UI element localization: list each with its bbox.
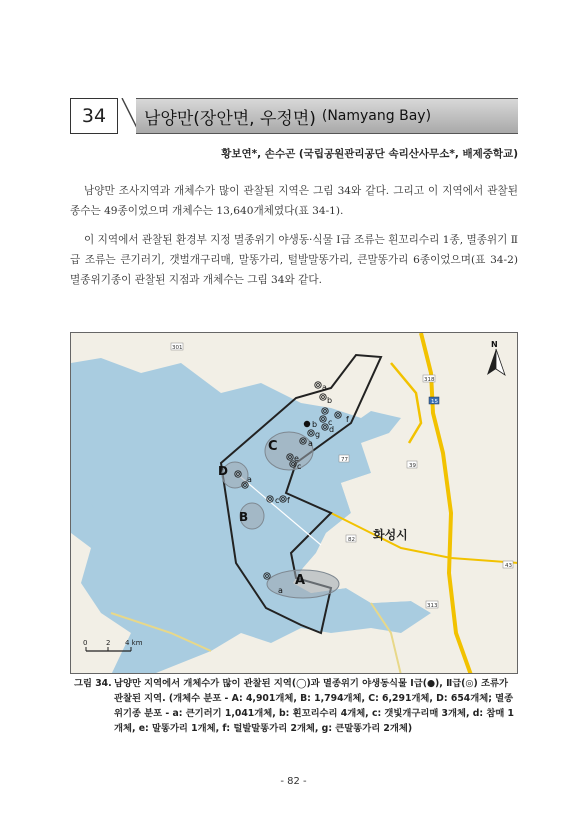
point-label-b2: b	[312, 420, 318, 429]
svg-text:82: 82	[348, 537, 355, 543]
point-label-a4: a	[278, 586, 283, 595]
paragraph-1: 남양만 조사지역과 개체수가 많이 관찰된 지역은 그림 34와 같다. 그리고 이 지역에서 관찰된 종수는 49종이었으며 개체수는 13,640개체였다(표 34-1).	[70, 185, 518, 217]
svg-text:318: 318	[424, 377, 435, 383]
point-label-c2: c	[297, 462, 302, 471]
point-label-a: a	[322, 383, 327, 392]
svg-text:43: 43	[505, 563, 512, 569]
point-label-b: b	[327, 396, 333, 405]
region-label-b: B	[239, 510, 249, 524]
place-label-hwaseong: 화성시	[373, 528, 408, 542]
point-label-a3: a	[247, 475, 252, 484]
scale-label-0: 0	[83, 639, 88, 647]
survey-map	[71, 333, 518, 674]
scale-label-2: 2	[106, 639, 111, 647]
svg-text:77: 77	[341, 457, 348, 463]
section-number: 34	[70, 98, 118, 134]
endangered-i-marker	[304, 421, 310, 427]
point-label-f: f	[346, 415, 349, 424]
point-label-d: d	[329, 425, 335, 434]
point-label-g: g	[315, 430, 321, 439]
svg-text:15: 15	[431, 399, 438, 405]
point-label-c: c	[328, 418, 333, 427]
point-label-a2: a	[308, 439, 313, 448]
point-label-f2: f	[287, 496, 290, 505]
north-label: N	[491, 340, 498, 349]
region-label-a: A	[295, 573, 306, 588]
survey-map-figure	[70, 332, 518, 674]
paragraph-2: 이 지역에서 관찰된 환경부 지정 멸종위기 야생동·식물 Ⅰ급 조류는 흰꼬리수리 1종, 멸종위기 Ⅱ급 조류는 큰기러기, 갯벌개구리매, 말똥가리, 털발말똥가리, 큰말똥가리 6종이었으며(표 34-2) 멸종위기종이 관찰된 지점과 개체수는 그림 34와 같다.	[70, 234, 518, 286]
region-label-d: D	[218, 464, 228, 478]
point-label-c3: c	[275, 496, 280, 505]
figure-caption-text: 남양만 지역에서 개체수가 많이 관찰된 지역(◯)과 멸종위기 야생동식물 Ⅰ급(●), Ⅱ급(◎) 조류가 관찰된 지역. (개체수 분포 - A: 4,901개체, B: 1,794개체, C: 6,291개체, D: 654개체; 멸종위기종 분포 - a: 큰기러기 1,041개체, b: 흰꼬리수리 4개체, c: 갯빛개구리매 3개체, d: 참매 1개체, e: 말똥가리 1개체, f: 털발말똥가리 2개체, g: 큰말똥가리 2개체)	[114, 678, 515, 734]
point-label-e: e	[294, 454, 299, 463]
svg-text:313: 313	[427, 603, 438, 609]
page-number: - 82 -	[280, 776, 307, 787]
scale-label-4km: 4 km	[125, 639, 143, 647]
figure-caption	[74, 676, 520, 736]
figure-caption-label: 그림 34.	[74, 678, 112, 689]
section-header	[70, 98, 518, 136]
authors-line: 황보연*, 손수곤 (국립공원관리공단 속리산사무소*, 배제중학교)	[221, 148, 518, 160]
section-title	[136, 98, 518, 134]
svg-text:39: 39	[409, 463, 416, 469]
section-title-en: (Namyang Bay)	[321, 108, 432, 124]
section-title-ko: 남양만(장안면, 우정면)	[144, 108, 316, 129]
svg-text:301: 301	[172, 345, 183, 351]
region-label-c: C	[268, 439, 278, 454]
